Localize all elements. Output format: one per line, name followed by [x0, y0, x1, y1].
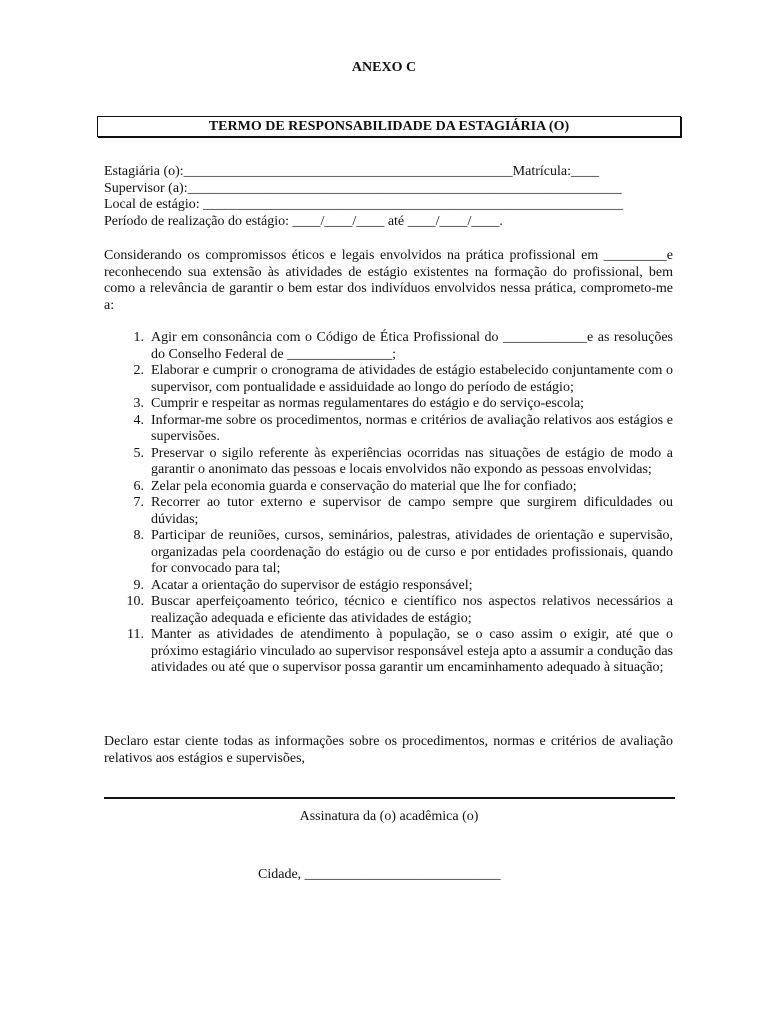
- list-item: [104, 594, 673, 627]
- document-title: TERMO DE RESPONSABILIDADE DA ESTAGIÁRIA (O): [97, 116, 681, 137]
- item-number: 6.: [133, 478, 144, 494]
- item-number: 3.: [133, 396, 144, 411]
- location-field: Local de estágio: ____________________________________________________________: [104, 197, 624, 212]
- list-item: [104, 413, 673, 446]
- item-number: 9.: [133, 577, 144, 593]
- intro-paragraph: Considerando os compromissos éticos e legais envolvidos na prática profissional em _________e reconhecendo sua extensão às atividades de estágio existentes na formação do profissional, bem como a relevância de garantir o bem estar dos indivíduos envolvidos nessa prática, comprometo-me a:: [104, 248, 673, 313]
- item-text: Preservar o sigilo referente às experiências ocorridas nas situações de estágio de modo a garantir o anonimato das pessoas e locais envolvidos não expondo as pessoas envolvidas;: [151, 445, 673, 477]
- item-text: Elaborar e cumprir o cronograma de atividades de estágio estabelecido conjuntamente com o supervisor, com pontualidade e assiduidade ao longo do período de estágio;: [151, 363, 673, 395]
- signature-label: Assinatura da (o) acadêmica (o): [299, 809, 479, 824]
- item-text: Cumprir e respeitar as normas regulamentares do estágio e do serviço-escola;: [151, 396, 585, 411]
- item-text: Zelar pela economia guarda e conservação do material que lhe for confiado;: [151, 478, 577, 494]
- item-number: 7.: [133, 495, 144, 510]
- student-field: Estagiária (o):_______________________________________________Matrícula:____: [104, 164, 599, 179]
- item-number: 10.: [126, 594, 144, 609]
- list-item: [104, 578, 673, 595]
- list-item: [104, 627, 673, 677]
- identification-fields: [104, 164, 684, 230]
- signature-line: [104, 797, 675, 799]
- list-item: [104, 363, 673, 396]
- list-item: [104, 330, 673, 363]
- declaration-paragraph: Declaro estar ciente todas as informações sobre os procedimentos, normas e critérios de avaliação relativos aos estágios e supervisões,: [104, 734, 673, 766]
- item-text: Participar de reuniões, cursos, seminários, palestras, atividades de orientação e supervisão, organizadas pela coordenação do estágio ou de curso e por entidades profissionais, quando for convocado para tal;: [151, 528, 673, 576]
- period-field: Período de realização do estágio: ____/____/____ até ____/____/____.: [104, 213, 503, 229]
- item-text: Acatar a orientação do supervisor de estágio responsável;: [151, 577, 473, 593]
- list-item: [104, 396, 673, 413]
- item-text: Agir em consonância com o Código de Ética Profissional do ____________e as resoluções do Conselho Federal de _______________;: [151, 330, 673, 362]
- city-field: Cidade, ____________________________: [258, 867, 501, 882]
- item-number: 2.: [133, 363, 144, 378]
- item-number: 1.: [133, 330, 144, 345]
- item-text: Manter as atividades de atendimento à população, se o caso assim o exigir, até que o próximo estagiário vinculado ao supervisor responsável esteja apto a assumir a condução das atividades ou até que o supervisor possa garantir um encaminhamento adequado à situação;: [151, 627, 673, 675]
- annex-heading: ANEXO C: [351, 60, 417, 75]
- item-number: 5.: [133, 445, 144, 461]
- supervisor-field: Supervisor (a):______________________________________________________________: [104, 180, 622, 196]
- commitments-list: [104, 330, 673, 677]
- item-number: 8.: [133, 528, 144, 543]
- list-item: [104, 479, 673, 496]
- item-text: Informar-me sobre os procedimentos, normas e critérios de avaliação relativos aos estágios e supervisões.: [151, 412, 673, 444]
- list-item: [104, 495, 673, 528]
- item-text: Recorrer ao tutor externo e supervisor de campo sempre que surgirem dificuldades ou dúvidas;: [151, 495, 673, 527]
- item-text: Buscar aperfeiçoamento teórico, técnico e científico nos aspectos relativos necessários a realização adequada e eficiente das atividades de estágio;: [151, 594, 673, 626]
- list-item: [104, 528, 673, 578]
- item-number: 11.: [127, 627, 144, 642]
- item-number: 4.: [133, 412, 144, 428]
- list-item: [104, 446, 673, 479]
